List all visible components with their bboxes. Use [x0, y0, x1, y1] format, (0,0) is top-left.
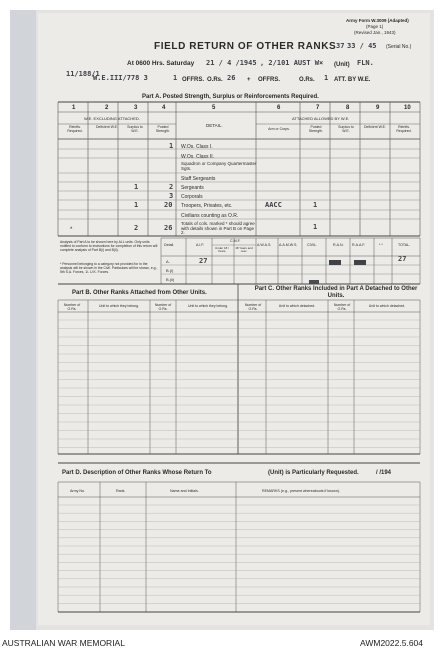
- part-b-col-number: Number of O.Rs.: [63, 303, 81, 311]
- analysis-row-b-i: B.(i): [166, 268, 174, 273]
- detail-sqn-qm-sgts: Squadron or Company Quartermaster Sgts.: [181, 161, 257, 171]
- posted-strength-value: 3: [169, 192, 174, 200]
- col-number-3: 3: [134, 105, 138, 111]
- analysis-header-total: TOTAL.: [398, 243, 411, 247]
- detail-troopers-privates: Troopers, Privates, etc.: [181, 203, 233, 209]
- return-date-handwritten: 21 / 4 /1945: [206, 59, 257, 67]
- left-reference-handwritten: 11/188/1: [66, 70, 100, 78]
- analysis-header-awas: A.W.A.S.: [257, 243, 272, 247]
- surplus-value: 1: [134, 201, 139, 209]
- col-number-1: 1: [72, 105, 76, 111]
- unit-name-handwritten: , 2/101 AUST W×: [260, 59, 324, 67]
- header-arm-or-corps: Arm or Corps.: [268, 127, 290, 131]
- part-c-col-unit: Unit to which detached.: [278, 304, 316, 308]
- header-deficient-att: Deficient W.E.: [364, 125, 386, 129]
- header-reinfts-att: Reinfts. Required.: [396, 125, 412, 133]
- redaction-mark: [329, 260, 341, 265]
- part-d-date: / /194: [376, 470, 392, 476]
- posted-strength-total: 26: [164, 224, 173, 232]
- analysis-total-value: 27: [398, 255, 407, 263]
- col-number-8: 8: [346, 105, 350, 111]
- col-number-2: 2: [105, 105, 109, 111]
- attached-by-we-label: ATT. BY W.E.: [334, 77, 371, 83]
- posted-strength-value: 20: [164, 201, 173, 209]
- detail-sergeants: Sergeants: [181, 185, 204, 191]
- we-number-handwritten: W.E.III/778 3: [93, 74, 148, 82]
- part-c-col-unit-2: Unit to which detached.: [368, 304, 406, 308]
- col-number-6: 6: [277, 105, 281, 111]
- part-b-col-unit: Unit to which they belong.: [98, 304, 140, 308]
- header-surplus-to-we: Surplus to W.E.: [127, 125, 143, 133]
- part-c-title: Part C. Other Ranks Included in Part A Detached to Other Units.: [254, 286, 418, 299]
- attached-allowed-header: ATTACHED ALLOWED BY W.E.: [292, 116, 350, 121]
- attached-posted-total: 1: [313, 223, 318, 231]
- part-c-col-number-2: Number of O.Rs.: [333, 303, 351, 311]
- ors-attached-label: O.Rs.: [299, 77, 315, 83]
- or-label: O.Rs.: [207, 77, 223, 83]
- officers-attached-label: OFFRS.: [258, 77, 280, 83]
- col-number-7: 7: [316, 105, 320, 111]
- detail-header: DETAIL.: [206, 123, 223, 128]
- posted-strength-value: 1: [169, 142, 174, 150]
- unit-suffix-handwritten: FLN.: [357, 59, 374, 67]
- part-b-col-number-2: Number of O.Rs.: [154, 303, 172, 311]
- detail-totals-note: Totals of cols. marked * should agree with details shown in Part B on Page 2.: [181, 221, 255, 236]
- analysis-header-aamws: A.A.M.W.S.: [279, 243, 298, 247]
- part-d-unit-label: (Unit) is Particularly Requested.: [268, 470, 359, 476]
- header-posted-strength-att: Posted Strength.: [308, 125, 324, 133]
- form-revised: (Revised Jan., 1943): [354, 30, 396, 35]
- at-hours-line: At 0600 Hrs. Saturday: [127, 60, 195, 67]
- analysis-header-civil: CIVIL.: [307, 243, 317, 247]
- archive-name: AUSTRALIAN WAR MEMORIAL: [2, 638, 125, 648]
- col-number-10: 10: [404, 105, 411, 111]
- header-deficient-we: Deficient W.E.: [96, 125, 118, 129]
- archive-accession-number: AWM2022.5.604: [360, 638, 423, 648]
- analysis-row-a: A.: [166, 259, 170, 264]
- col-number-9: 9: [376, 105, 380, 111]
- analysis-header-aif: A.I.F.: [196, 243, 205, 247]
- part-d-title: Part D. Description of Other Ranks Whose Return To: [62, 470, 212, 476]
- totals-asterisk: *: [70, 227, 73, 233]
- arm-or-corps-value: AACC: [265, 201, 282, 209]
- analysis-header-cmf: C.M.F.: [230, 239, 241, 243]
- redaction-mark: [354, 260, 366, 265]
- unit-label: (Unit): [334, 62, 350, 68]
- analysis-header-ran: R.A.N.: [333, 243, 344, 247]
- analysis-header-cmf-18-over: 18 Years and over.: [235, 246, 253, 253]
- part-a-title: Part A. Posted Strength, Surplus or Reinforcements Required.: [142, 94, 319, 100]
- detail-civilians: Civilians counting as O.R.: [181, 213, 239, 219]
- detail-wo-class-2: W.Os. Class II.: [181, 154, 215, 160]
- part-b-col-unit-2: Unit to which they belong.: [187, 304, 229, 308]
- analysis-note-civil: * Personnel belonging to a category not provided for in the analysis will be shown in the Civil. Particulars will be shown, e.g., 5th S.A. Forces, 1/- U.K. Forces.: [60, 262, 158, 274]
- analysis-aif-value: 27: [199, 257, 208, 265]
- archive-caption-bar: [0, 631, 442, 653]
- part-b-title: Part B. Other Ranks Attached from Other Units.: [72, 290, 207, 296]
- form-title: FIELD RETURN OF OTHER RANKS: [154, 41, 337, 52]
- surplus-value: 1: [134, 183, 139, 191]
- analysis-row-b-ii: B.(ii): [166, 277, 175, 282]
- part-d-col-rank: Rank.: [116, 489, 126, 493]
- header-posted-strength: Posted Strength.: [155, 125, 171, 133]
- or-count-handwritten: 26: [227, 74, 236, 82]
- col-number-4: 4: [162, 105, 166, 111]
- header-surplus-att: Surplus to W.E.: [338, 125, 354, 133]
- serial-number-label: (Serial No.): [386, 44, 412, 50]
- form-page: (Page 1): [366, 24, 384, 29]
- serial-number-handwritten: 37: [336, 42, 345, 50]
- officers-count-handwritten: 1: [173, 74, 178, 82]
- attached-count-handwritten: 1: [324, 74, 329, 82]
- serial-number-handwritten-2: 33 / 45: [347, 42, 377, 50]
- analysis-header-other: * *: [379, 243, 383, 247]
- analysis-note: Analysis of Part A to be shown here by ALL units. Only units notified to conform to instructions for completion of this return will complete analysis of Part B(i) and B(ii).: [60, 240, 158, 252]
- detail-corporals: Corporals: [181, 194, 203, 200]
- posted-strength-value: 2: [169, 183, 174, 191]
- attached-posted-value: 1: [313, 201, 318, 209]
- part-c-col-number: Number of O.Rs.: [244, 303, 262, 311]
- officers-label: OFFRS.: [182, 77, 204, 83]
- plus-sign: +: [247, 77, 251, 83]
- analysis-header-detail: Detail.: [164, 243, 175, 247]
- part-d-col-army-no: Army No.: [70, 489, 85, 493]
- part-d-col-remarks: REMARKS (e.g., present whereabouts if known).: [262, 489, 340, 493]
- part-d-col-name: Name and Initials.: [170, 489, 199, 493]
- redaction-mark: [309, 280, 319, 284]
- form-reference: Army Form W.3009 (Adapted): [346, 18, 409, 23]
- surplus-total: 2: [134, 224, 139, 232]
- analysis-header-cmf-under-18: Under 18 / Years.: [214, 246, 229, 253]
- we-excluding-header: W.E. EXCLUDING ATTACHED.: [84, 116, 140, 121]
- analysis-header-raaf: R.A.A.F.: [352, 243, 366, 247]
- detail-wo-class-1: W.Os. Class I.: [181, 144, 213, 150]
- col-number-5: 5: [212, 105, 216, 111]
- detail-staff-sergeants: Staff Sergeants: [181, 176, 216, 182]
- header-reinfts-required: Reinfts. Required.: [67, 125, 83, 133]
